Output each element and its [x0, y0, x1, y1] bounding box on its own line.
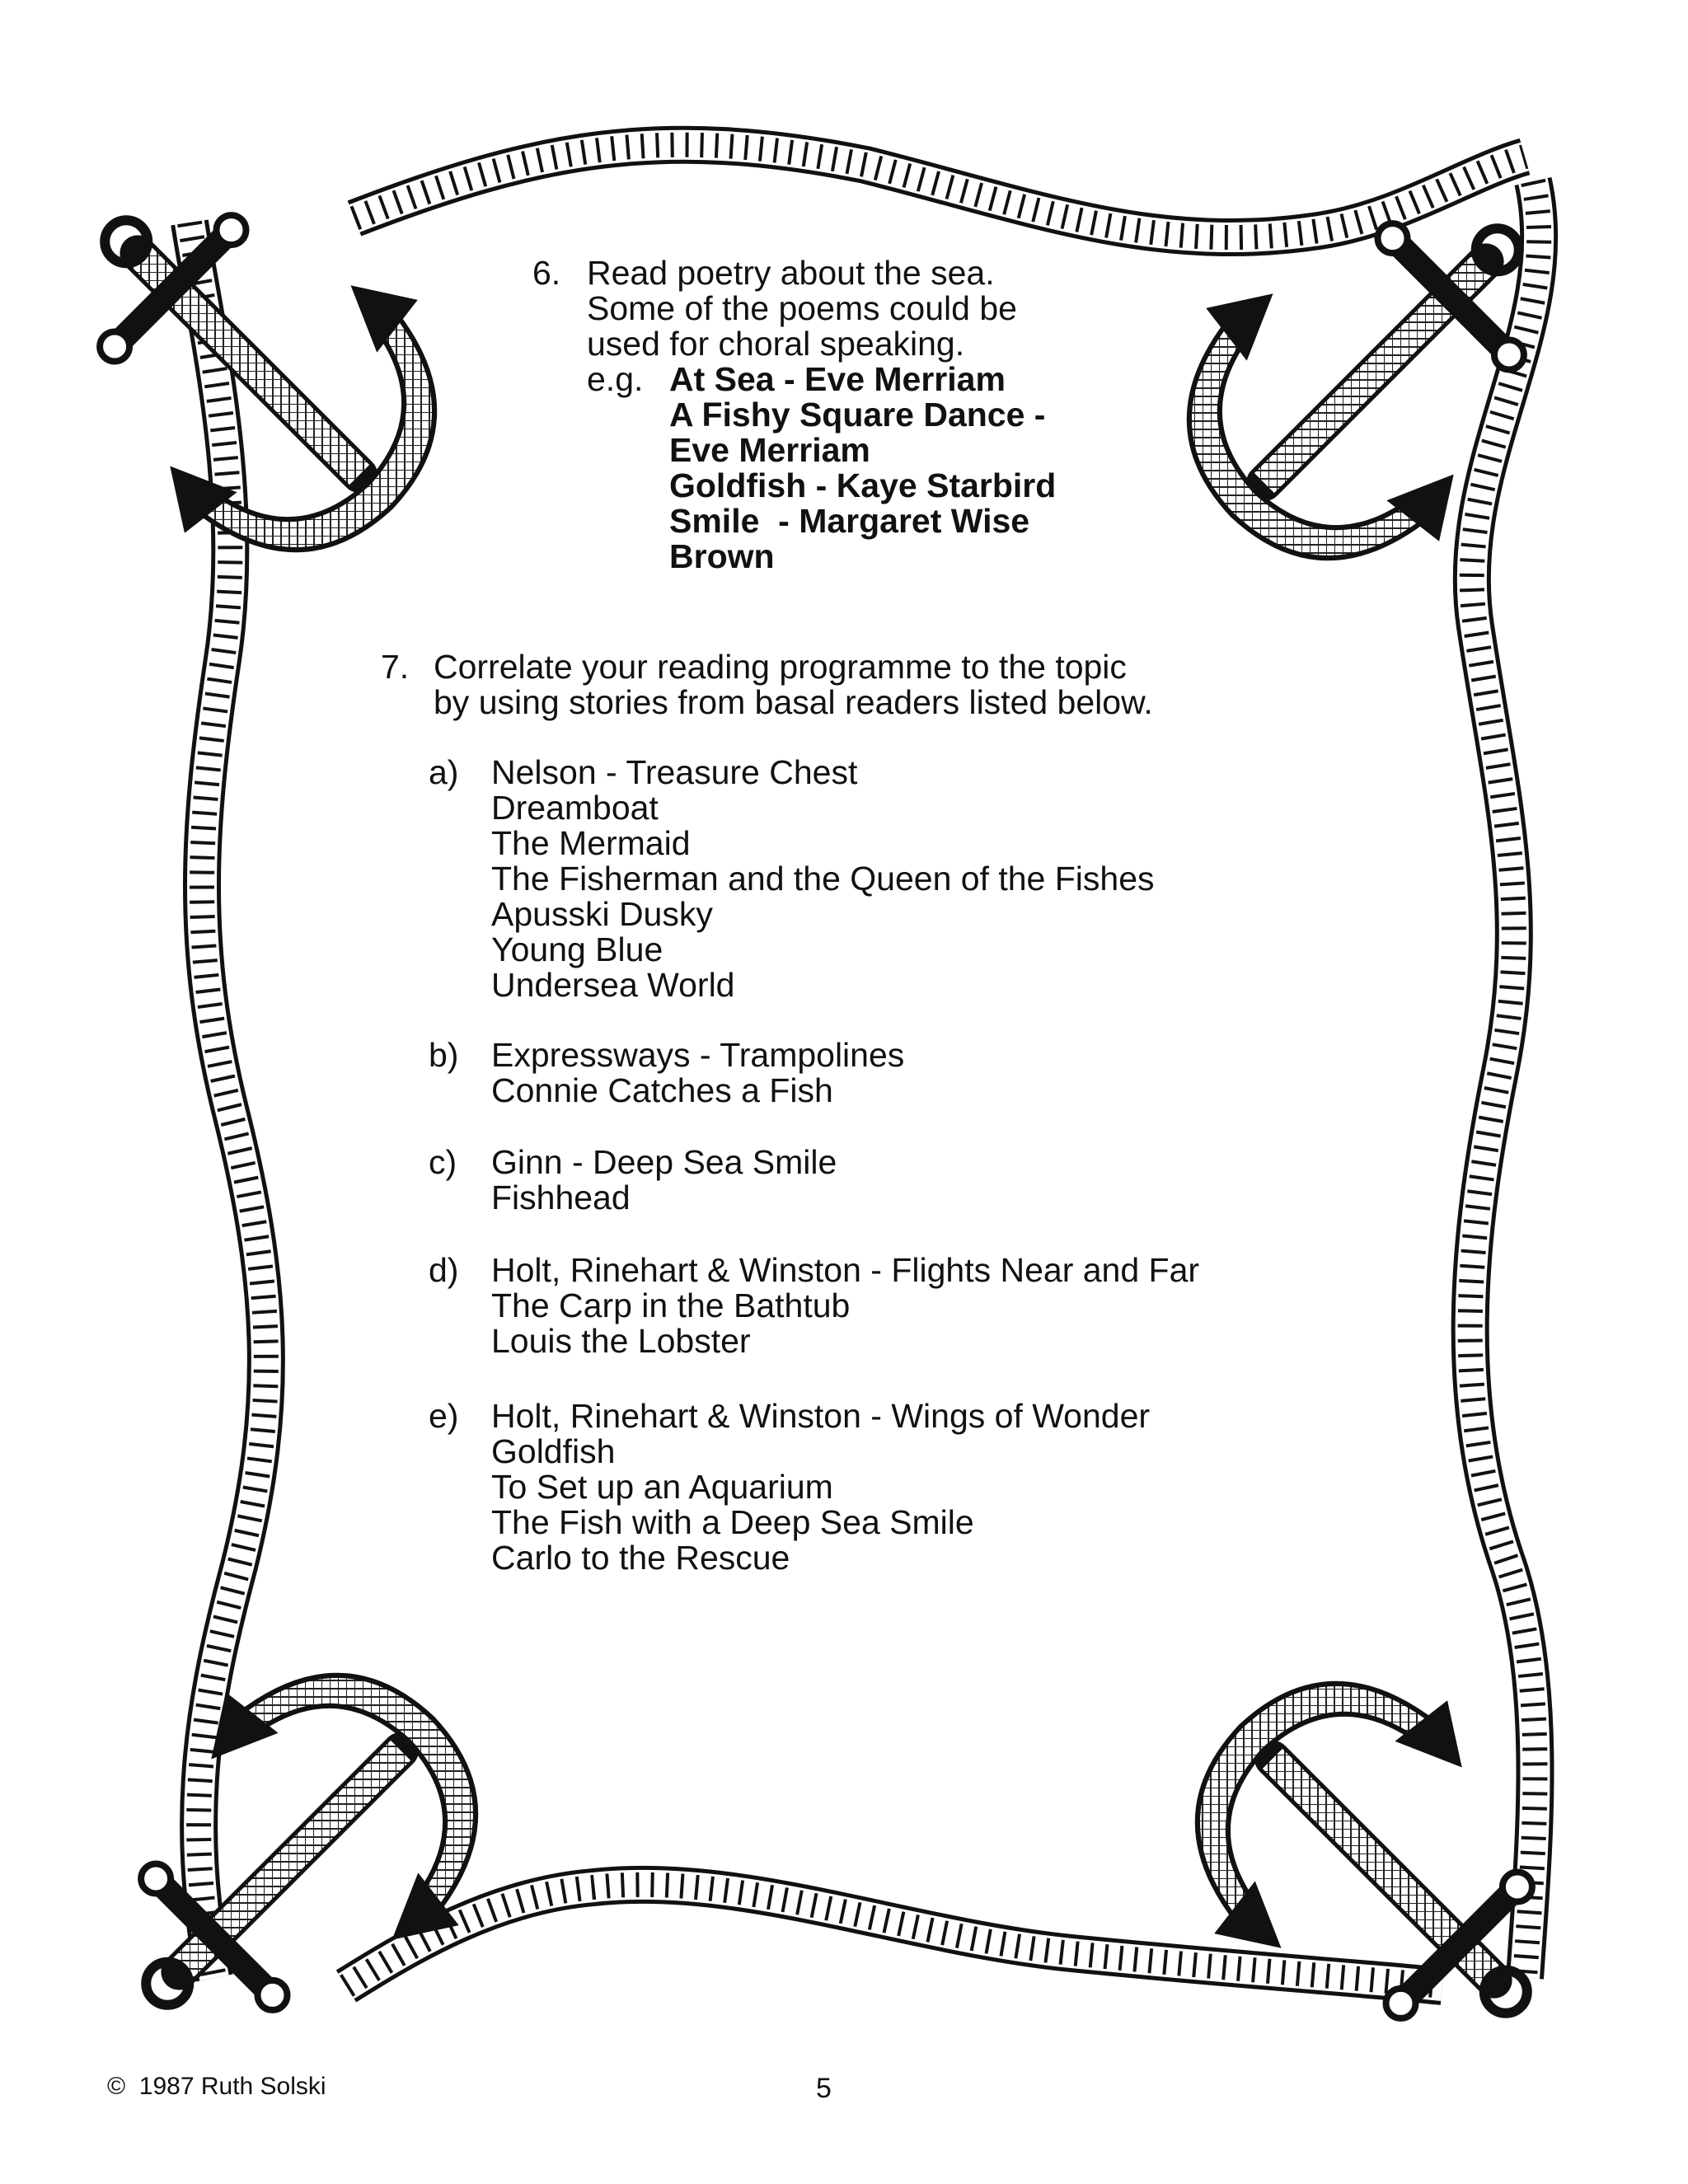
poem-2: A Fishy Square Dance - — [669, 396, 1046, 434]
group-e-letter: e) — [429, 1397, 459, 1435]
poem-5: Smile - Margaret Wise — [669, 502, 1030, 540]
group-a-line: Apusski Dusky — [491, 895, 713, 933]
group-d-line: Holt, Rinehart & Winston - Flights Near and Far — [491, 1251, 1200, 1289]
item7-line-2: by using stories from basal readers listed below. — [434, 683, 1153, 721]
group-e-line: To Set up an Aquarium — [491, 1468, 833, 1506]
poem-4: Goldfish - Kaye Starbird — [669, 466, 1057, 504]
group-a-line: The Fisherman and the Queen of the Fishes — [491, 860, 1155, 898]
item7-line-1: Correlate your reading programme to the topic — [434, 648, 1127, 686]
page-number: 5 — [816, 2073, 832, 2104]
group-a-line: The Mermaid — [491, 824, 691, 862]
group-a-line: Dreamboat — [491, 789, 659, 827]
item6-eg-label: e.g. — [587, 360, 644, 398]
group-e-line: The Fish with a Deep Sea Smile — [491, 1503, 974, 1541]
group-d-line: The Carp in the Bathtub — [491, 1286, 851, 1324]
group-c-line: Ginn - Deep Sea Smile — [491, 1143, 837, 1181]
group-e-line: Holt, Rinehart & Winston - Wings of Wonder — [491, 1397, 1151, 1435]
item6-line-2: Some of the poems could be — [587, 289, 1017, 327]
poem-6: Brown — [669, 537, 775, 575]
group-a-line: Undersea World — [491, 966, 735, 1004]
anchor-bottom-right — [1124, 1610, 1638, 2124]
group-a-letter: a) — [429, 753, 459, 791]
group-c-line: Fishhead — [491, 1179, 631, 1216]
poem-1: At Sea - Eve Merriam — [669, 360, 1006, 398]
item6-line-1: Read poetry about the sea. — [587, 254, 995, 292]
group-e-line: Goldfish — [491, 1432, 616, 1470]
anchor-bottom-left — [35, 1602, 549, 2116]
group-a-line: Nelson - Treasure Chest — [491, 753, 858, 791]
group-b-letter: b) — [429, 1036, 459, 1074]
item6-line-3: used for choral speaking. — [587, 325, 965, 363]
copyright: © 1987 Ruth Solski — [107, 2073, 326, 2100]
item6-number: 6. — [532, 254, 561, 292]
poem-3: Eve Merriam — [669, 431, 870, 469]
group-d-letter: d) — [429, 1251, 459, 1289]
group-a-line: Young Blue — [491, 930, 663, 968]
item7-number: 7. — [381, 648, 410, 686]
group-d-line: Louis the Lobster — [491, 1322, 751, 1360]
group-b-line: Expressways - Trampolines — [491, 1036, 905, 1074]
group-e-line: Carlo to the Rescue — [491, 1539, 790, 1577]
group-c-letter: c) — [429, 1143, 457, 1181]
group-b-line: Connie Catches a Fish — [491, 1071, 833, 1109]
